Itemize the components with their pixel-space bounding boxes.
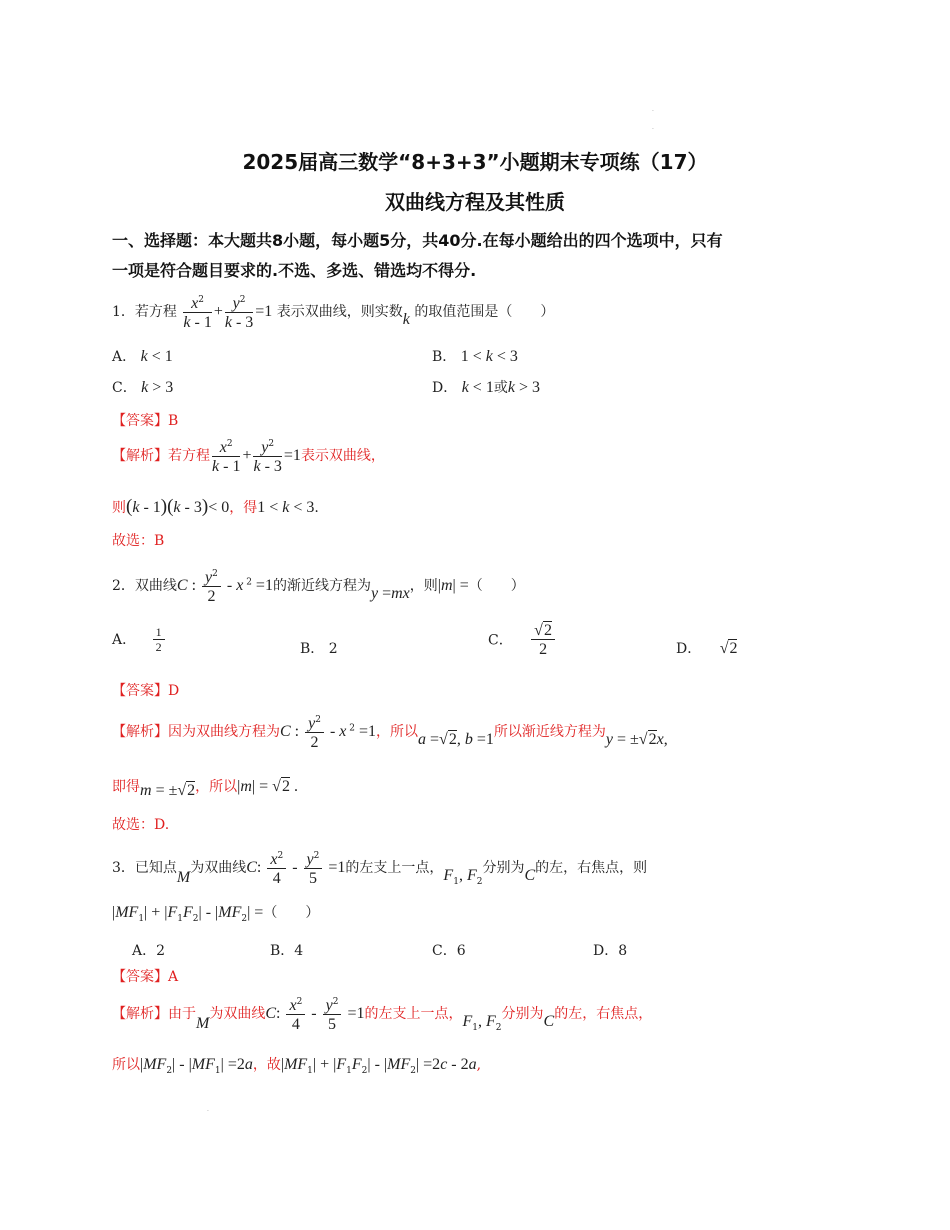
step-text: 即得	[112, 779, 140, 795]
q3-expression: $|MF_1| + |F_1F_2| - |MF_2|$ =（ ）	[112, 904, 320, 924]
q3-option-c: C．6	[432, 943, 466, 959]
option-label: C．	[112, 380, 137, 396]
stray-dot: ·	[652, 126, 654, 133]
analysis-text: 分别为	[501, 1006, 544, 1022]
q1-analysis: 【解析】若方程 $\frac{x^2}{k - 1}$ + $\frac{y^2}{k - 3}$ =1表示双曲线，	[112, 436, 385, 476]
q2-paren: （ ）	[468, 578, 525, 594]
q3-step: 所以$|MF_2| - |MF_1| =2a$，故$|MF_1| + |F_1F_2| - |MF_2| =2c - 2a$,	[112, 1056, 482, 1076]
q2-option-c: C． $\frac{√2}{2}$	[488, 622, 557, 659]
q3-paren: （ ）	[263, 905, 320, 921]
option-label: B．	[432, 349, 457, 365]
option-label: D．	[432, 380, 458, 396]
q3-text: 3．已知点	[112, 860, 177, 876]
q1-option-a: A． k < 1	[112, 348, 173, 365]
analysis-text: 因为双曲线方程为	[168, 724, 280, 740]
analysis-text: 为双曲线	[209, 1006, 266, 1022]
q3-text: 的左支上一点，	[345, 860, 444, 876]
section-heading-line1: 一、选择题：本大题共8小题，每小题5分，共40分.在每小题给出的四个选项中，只有	[112, 231, 723, 250]
step-text: ，所以	[195, 779, 238, 795]
step-text: ，得	[229, 500, 258, 516]
q2-analysis: 【解析】因为双曲线方程为C : $\frac{y^2}{2}$ - x $^2$ =1，所以a =√2, b =1所以渐近线方程为y = ±√2x,	[112, 712, 668, 752]
q1-option-c: C． k > 3	[112, 379, 174, 396]
q2-suffix: ，则	[409, 578, 438, 594]
q3-option-a: A．2	[132, 943, 166, 959]
page-title: 2025届高三数学“8+3+3”小题期末专项练（17）	[242, 150, 708, 174]
q3-option-d: D．8	[593, 943, 628, 959]
option-label: B．	[300, 641, 325, 657]
q2-option-a: A． $\frac{1}{2}$	[112, 626, 167, 654]
q2-mid: 的渐近线方程为	[272, 578, 371, 594]
q2-prefix: 2．双曲线	[112, 578, 177, 594]
q1-option-b: B． 1 < k < 3	[432, 348, 518, 365]
q3-text: 分别为	[482, 860, 525, 876]
option-label: A．	[112, 349, 137, 365]
q2-answer: 【答案】D	[112, 683, 180, 699]
q2-option-d: D． √2	[676, 640, 738, 657]
question-3: 3．已知点M为双曲线C: $\frac{x^2}{4}$ - $\frac{y^2}{5}$ =1的左支上一点，$F_1$, $F_2$分别为C的左，右焦点，则	[112, 848, 647, 888]
section-heading-line2: 一项是符合题目要求的.不选、多选、错选均不得分.	[112, 261, 477, 280]
q3-answer: 【答案】A	[112, 969, 179, 985]
analysis-text: 由于	[168, 1006, 196, 1022]
q1-answer: 【答案】B	[112, 413, 179, 429]
q1-option-d: D． k < 1或k > 3	[432, 379, 540, 396]
q1-step: 则(k - 1)(k - 3)< 0，得1 < k < 3.	[112, 496, 319, 517]
q1-prefix: 1．若方程	[112, 304, 177, 320]
analysis-text: 所以渐近线方程为	[493, 724, 606, 740]
analysis-text: ，所以	[376, 724, 419, 740]
q3-text: 为双曲线	[190, 860, 247, 876]
q3-analysis: 【解析】由于M为双曲线C: $\frac{x^2}{4}$ - $\frac{y^2}{5}$ =1的左支上一点，$F_1$, $F_2$分别为C的左，右焦点，	[112, 994, 652, 1034]
analysis-tag: 【解析】	[112, 724, 168, 740]
stray-dot: ·	[207, 1108, 209, 1115]
analysis-tag: 【解析】	[112, 1006, 168, 1022]
q3-option-b: B．4	[270, 943, 304, 959]
analysis-tag: 【解析】	[112, 448, 168, 464]
option-label: D．	[676, 641, 702, 657]
question-1: 1．若方程 $\frac{x^2}{k - 1}$ + $\frac{y^2}{k - 3}$ =1 表示双曲线，则实数k 的取值范围是（ ）	[112, 292, 554, 332]
analysis-text: 表示双曲线，	[300, 448, 385, 464]
or-text: 或	[493, 380, 508, 396]
analysis-text: 的左，右焦点，	[554, 1006, 653, 1022]
q2-option-b	[300, 638, 338, 658]
q3-text: 的左，右焦点，则	[535, 860, 648, 876]
option-value: 2	[328, 641, 338, 657]
fraction: $\frac{x^2}{k - 1}$	[183, 292, 211, 332]
fraction: $\frac{y^2}{k - 3}$	[225, 292, 253, 332]
step-text: ，故	[252, 1057, 281, 1073]
q1-suffix2: 的取值范围是（ ）	[414, 304, 555, 320]
page-subtitle: 双曲线方程及其性质	[385, 190, 565, 214]
stray-dot: ·	[652, 108, 654, 115]
option-label: A．	[112, 632, 137, 648]
question-2: 2．双曲线C : $\frac{y^2}{2}$ - x $^2$ =1的渐近线方程为y =mx，则|m| =（ ）	[112, 566, 525, 606]
q2-conclusion: 故选：D.	[112, 817, 170, 833]
analysis-text: 的左支上一点，	[364, 1006, 463, 1022]
step-text: 则	[112, 500, 126, 516]
step-text: 所以	[112, 1057, 140, 1073]
q1-conclusion: 故选：B	[112, 533, 165, 549]
option-label: C．	[488, 632, 513, 649]
analysis-text: 若方程	[168, 448, 210, 464]
q1-suffix: 表示双曲线，则实数	[276, 304, 403, 320]
q2-step: 即得m = ±√2，所以|m| = √2 .	[112, 778, 298, 799]
